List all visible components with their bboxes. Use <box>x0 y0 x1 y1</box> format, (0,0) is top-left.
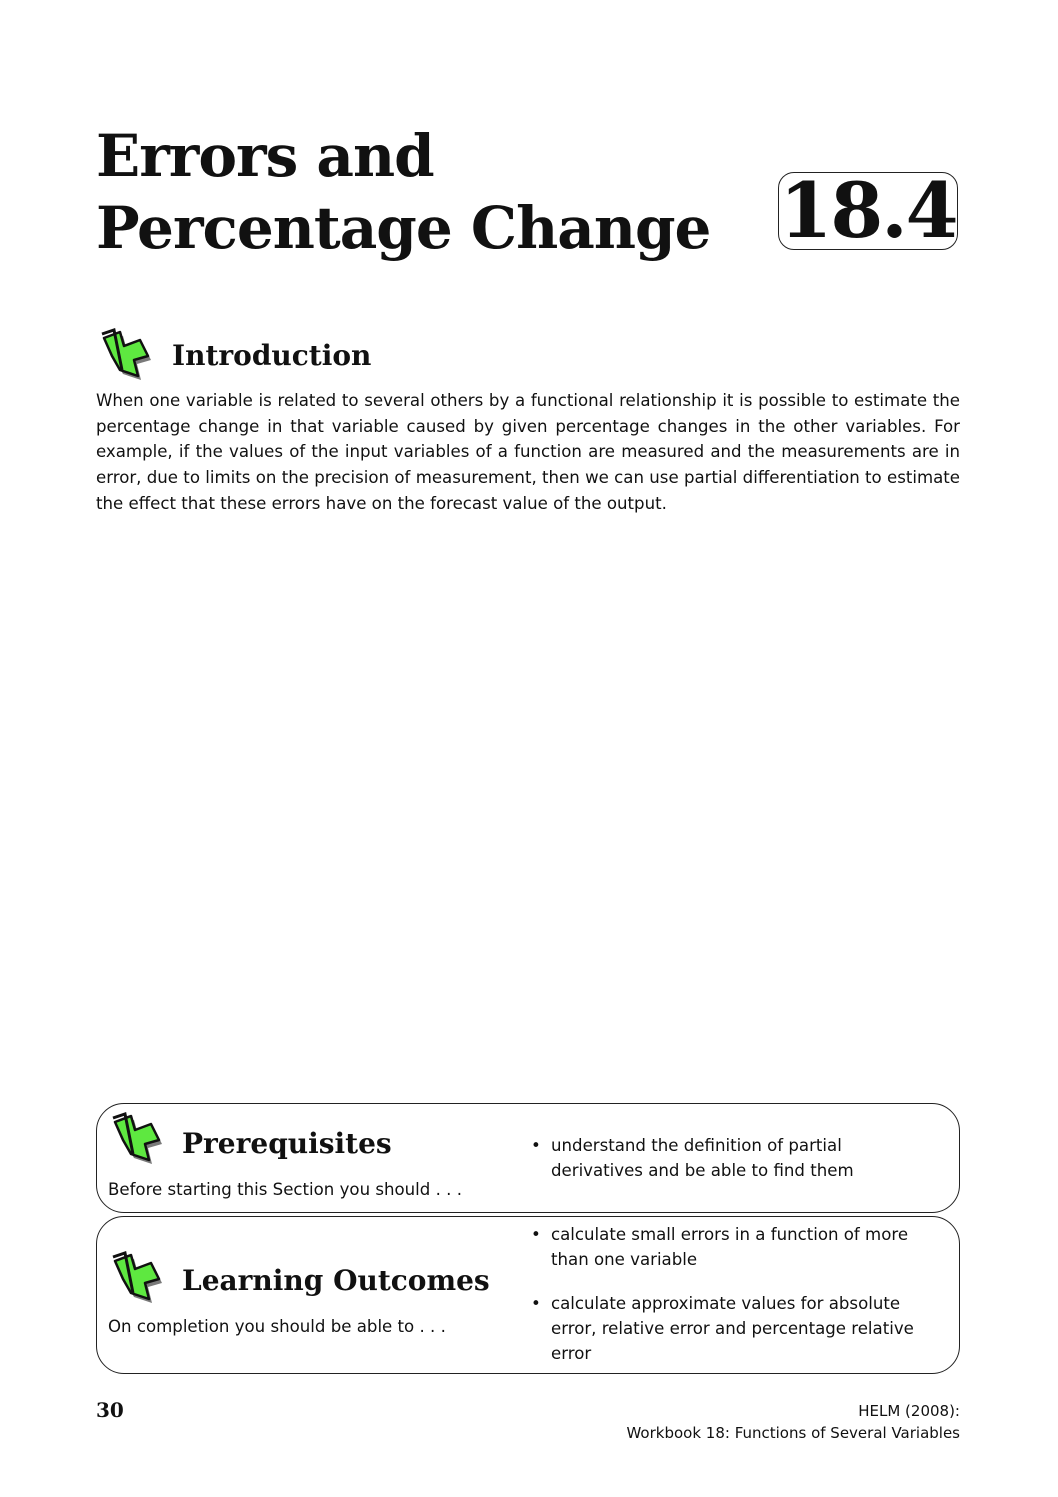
title-line-1: Errors and <box>96 122 434 190</box>
title-line-2: Percentage Change <box>96 194 711 262</box>
prerequisites-subtext: Before starting this Section you should . . . <box>108 1180 462 1199</box>
list-item: • understand the definition of partial derivatives and be able to find them <box>527 1133 927 1183</box>
footer-citation <box>626 1400 960 1444</box>
list-item: • calculate approximate values for absolute error, relative error and percentage relative error <box>527 1291 927 1366</box>
page-title <box>96 120 710 264</box>
section-number-badge: 18.4 <box>779 166 957 255</box>
prerequisites-arrow-icon <box>107 1110 165 1168</box>
learning-outcomes-box <box>96 1216 960 1374</box>
learning-outcomes-subtext: On completion you should be able to . . . <box>108 1317 446 1336</box>
learning-outcomes-list <box>527 1222 927 1385</box>
introduction-heading: Introduction <box>172 339 372 372</box>
prerequisites-heading: Prerequisites <box>182 1127 392 1160</box>
learning-outcomes-heading: Learning Outcomes <box>182 1264 490 1297</box>
introduction-arrow-icon <box>96 326 154 384</box>
prerequisites-box <box>96 1103 960 1213</box>
list-item: • calculate small errors in a function of more than one variable <box>527 1222 927 1272</box>
prerequisites-list <box>527 1133 927 1202</box>
footer-line-2: Workbook 18: Functions of Several Variables <box>626 1424 960 1442</box>
introduction-body: When one variable is related to several others by a functional relationship it is possible to estimate the percentage change in that variable caused by given percentage changes in the other variables. For example, if the values of the input variables of a function are measured and the measurements are in error, due to limits on the precision of measurement, then we can use partial differentiation to estimate the effect that these errors have on the forecast value of the output. <box>96 391 960 513</box>
page-number: 30 <box>96 1398 124 1422</box>
learning-outcomes-arrow-icon <box>107 1249 165 1307</box>
footer-line-1: HELM (2008): <box>858 1402 960 1420</box>
